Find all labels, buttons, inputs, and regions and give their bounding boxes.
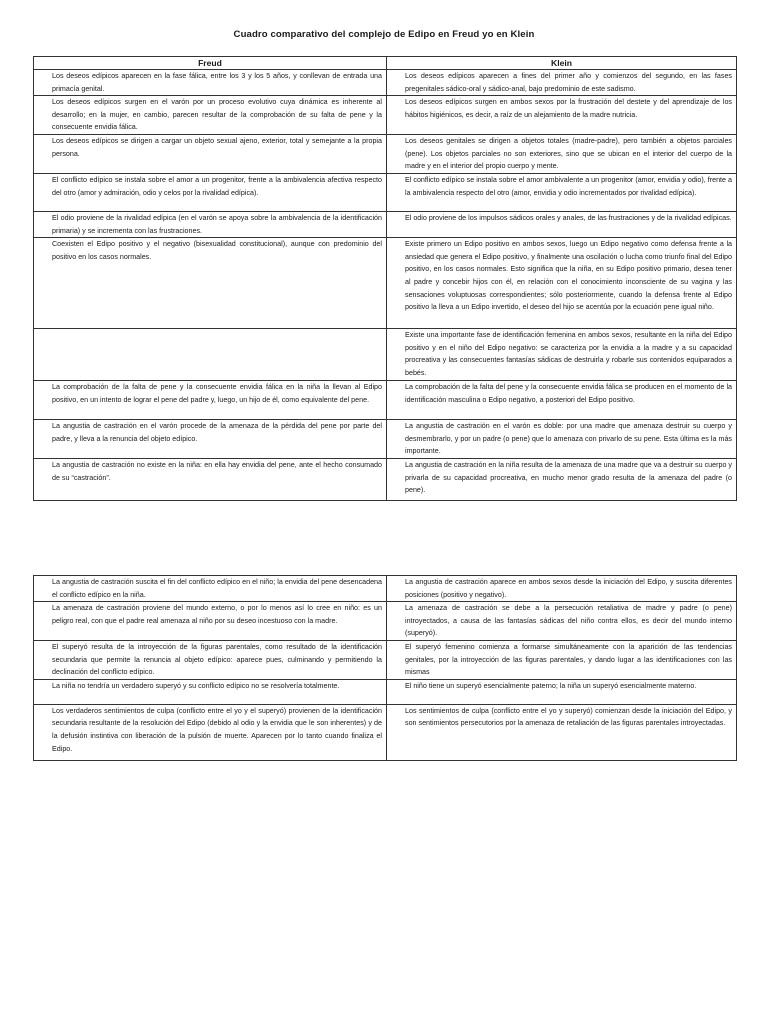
- klein-cell: El conflicto edípico se instala sobre el amor ambivalente a un progenitor (amor, envidia y odio), frente a la ambivalencia respecto del otro (amor, envidia y odio incrementados por rivalidad edípica).: [387, 173, 737, 211]
- freud-cell: Coexisten el Edipo positivo y el negativo (bisexualidad constitucional), aunque con predominio del positivo en los casos normales.: [34, 238, 387, 329]
- freud-cell: La comprobación de la falta de pene y la consecuente envidia fálica en la niña la llevan al Edipo positivo, en un intento de lograr el pene del padre y, luego, un hijo de él, como equivalente del pene.: [34, 381, 387, 420]
- comparison-table-page-2: [33, 575, 737, 761]
- freud-cell: La angustia de castración suscita el fin del conflicto edípico en el niño; la envidia del pene desencadena el conflicto edípico en la niña.: [34, 576, 387, 602]
- klein-cell: Los deseos genitales se dirigen a objetos totales (madre-padre), pero también a objetos parciales (pene). Los objetos parciales no son exteriores, sino que se ubican en el interior del cuerpo de la madre y en el interior del propio cuerpo y mente.: [387, 135, 737, 174]
- freud-cell: Los deseos edípicos aparecen en la fase fálica, entre los 3 y los 5 años, y conllevan de entrada una primacía genital.: [34, 70, 387, 96]
- klein-column-header: Klein: [387, 57, 737, 70]
- freud-cell: Los verdaderos sentimientos de culpa (conflicto entre el yo y el superyó) provienen de la identificación secundaria resultante de la resolución del Edipo (debido al odio y la envidia que le son inherentes) y de la defusión instintiva con liberación de la pulsión de muerte. Aparecen por lo tanto cuando finaliza el Edipo.: [34, 704, 387, 760]
- klein-cell: La angustia de castración en el varón es doble: por una madre que amenaza destruir su cuerpo y desmembrarlo, y por un padre (o pene) que lo amenaza con privarlo de su pene. Esta última es la más importante.: [387, 420, 737, 459]
- klein-cell: La amenaza de castración se debe a la persecución retaliativa de madre y padre (o pene) introyectados, a causa de las fantasías sádicas del niño contra ellos, es decir del mundo interno (superyó).: [387, 602, 737, 641]
- freud-cell: Los deseos edípicos se dirigen a cargar un objeto sexual ajeno, exterior, total y semejante a la propia persona.: [34, 135, 387, 174]
- klein-cell: La angustia de castración aparece en ambos sexos desde la iniciación del Edipo, y suscita diferentes posiciones (positivo y negativo).: [387, 576, 737, 602]
- klein-cell: Los deseos edípicos surgen en ambos sexos por la frustración del destete y del aprendizaje de los hábitos higiénicos, es decir, a raíz de un alejamiento de la madre nutricia.: [387, 96, 737, 135]
- table-row: [34, 679, 737, 704]
- klein-cell: Los sentimientos de culpa (conflicto entre el yo y superyó) comienzan desde la iniciación del Edipo, y son sentimientos persecutorios por la amenaza de retaliación de las figuras parentales introyectadas.: [387, 704, 737, 760]
- table-row: [34, 238, 737, 329]
- klein-cell: El niño tiene un superyó esencialmente paterno; la niña un superyó esencialmente materno.: [387, 679, 737, 704]
- table-row: [34, 602, 737, 641]
- table-row: [34, 96, 737, 135]
- klein-cell: La comprobación de la falta del pene y la consecuente envidia fálica se producen en el momento de la identificación masculina o Edipo negativo, a posteriori del Edipo positivo.: [387, 381, 737, 420]
- document-title: Cuadro comparativo del complejo de Edipo en Freud yo en Klein: [233, 29, 535, 40]
- klein-cell: El superyó femenino comienza a formarse simultáneamente con la aparición de las tendencias genitales, por la introyección de las figuras parentales, y dando lugar a las identificaciones con las mismas: [387, 640, 737, 679]
- freud-cell: Los deseos edípicos surgen en el varón por un proceso evolutivo cuya dinámica es inherente al desarrollo; en la mujer, en cambio, parecen resultar de la comprobación de su falta de pene y la consecuente envidia fálica.: [34, 96, 387, 135]
- table-header-row: [34, 57, 737, 70]
- freud-cell: [34, 329, 387, 381]
- comparison-table-page-1: [33, 56, 737, 501]
- table-row: [34, 704, 737, 760]
- klein-cell: Existe una importante fase de identificación femenina en ambos sexos, resultante en la niña del Edipo positivo y en el niño del Edipo negativo: se caracteriza por la envidia a la madre y a su capacidad procreativa y las consecuentes fantasías sádicas de destruirla y robarle sus contenidos equiparados a bebés.: [387, 329, 737, 381]
- freud-cell: La angustia de castración no existe en la niña: en ella hay envidia del pene, ante el hecho consumado de su “castración”.: [34, 458, 387, 500]
- table-row: [34, 173, 737, 211]
- table-row: [34, 420, 737, 459]
- freud-column-header: Freud: [34, 57, 387, 70]
- table-row: [34, 70, 737, 96]
- table-row: [34, 329, 737, 381]
- table-row: [34, 458, 737, 500]
- table-row: [34, 135, 737, 174]
- freud-cell: La amenaza de castración proviene del mundo externo, o por lo menos así lo cree en niño: es un peligro real, con que el padre real amenaza al niño por su deseo incestuoso con la madre.: [34, 602, 387, 641]
- freud-cell: El conflicto edípico se instala sobre el amor a un progenitor, frente a la ambivalencia afectiva respecto del otro (amor y admiración, odio y celos por la rivalidad edípica).: [34, 173, 387, 211]
- klein-cell: El odio proviene de los impulsos sádicos orales y anales, de las frustraciones y de la rivalidad edípicas.: [387, 211, 737, 237]
- freud-cell: El superyó resulta de la introyección de la figuras parentales, como resultado de la identificación secundaria que permite la renuncia al objeto edípico: aparece pues, culminando y permitiendo la declinación del conflicto edípico.: [34, 640, 387, 679]
- table-row: [34, 576, 737, 602]
- table-row: [34, 640, 737, 679]
- klein-cell: Existe primero un Edipo positivo en ambos sexos, luego un Edipo negativo como defensa frente a la ansiedad que genera el Edipo positivo, y finalmente una oscilación o lucha como triunfo final del Edipo positivo, en los casos normales. Esto significa que la niña, en su Edipo positivo primario, desea tener al padre y concebir hijos con él, en relación con el conocimiento inconsciente de su vagina y las sensaciones voluptuosas correspondientes; sólo posteriormente, cuando la defensa frente al Edipo positivo la lleva a un Edipo invertido, el deseo del hijo se acentúa por la ecuación pene igual niño.: [387, 238, 737, 329]
- klein-cell: La angustia de castración en la niña resulta de la amenaza de una madre que va a destruir su cuerpo y privarla de su capacidad procreativa, en mucho menor grado resulta de la amenaza del padre (o pene).: [387, 458, 737, 500]
- freud-cell: La angustia de castración en el varón procede de la amenaza de la pérdida del pene por parte del padre, y lleva a la renuncia del objeto edípico.: [34, 420, 387, 459]
- freud-cell: El odio proviene de la rivalidad edípica (en el varón se apoya sobre la ambivalencia de la identificación primaria) y se incrementa con las frustraciones.: [34, 211, 387, 237]
- table-row: [34, 211, 737, 237]
- table-row: [34, 381, 737, 420]
- klein-cell: Los deseos edípicos aparecen a fines del primer año y comienzos del segundo, en las fases pregenitales sádico-oral y sádico-anal, bajo predominio de este sadismo.: [387, 70, 737, 96]
- freud-cell: La niña no tendría un verdadero superyó y su conflicto edípico no se resolvería totalmente.: [34, 679, 387, 704]
